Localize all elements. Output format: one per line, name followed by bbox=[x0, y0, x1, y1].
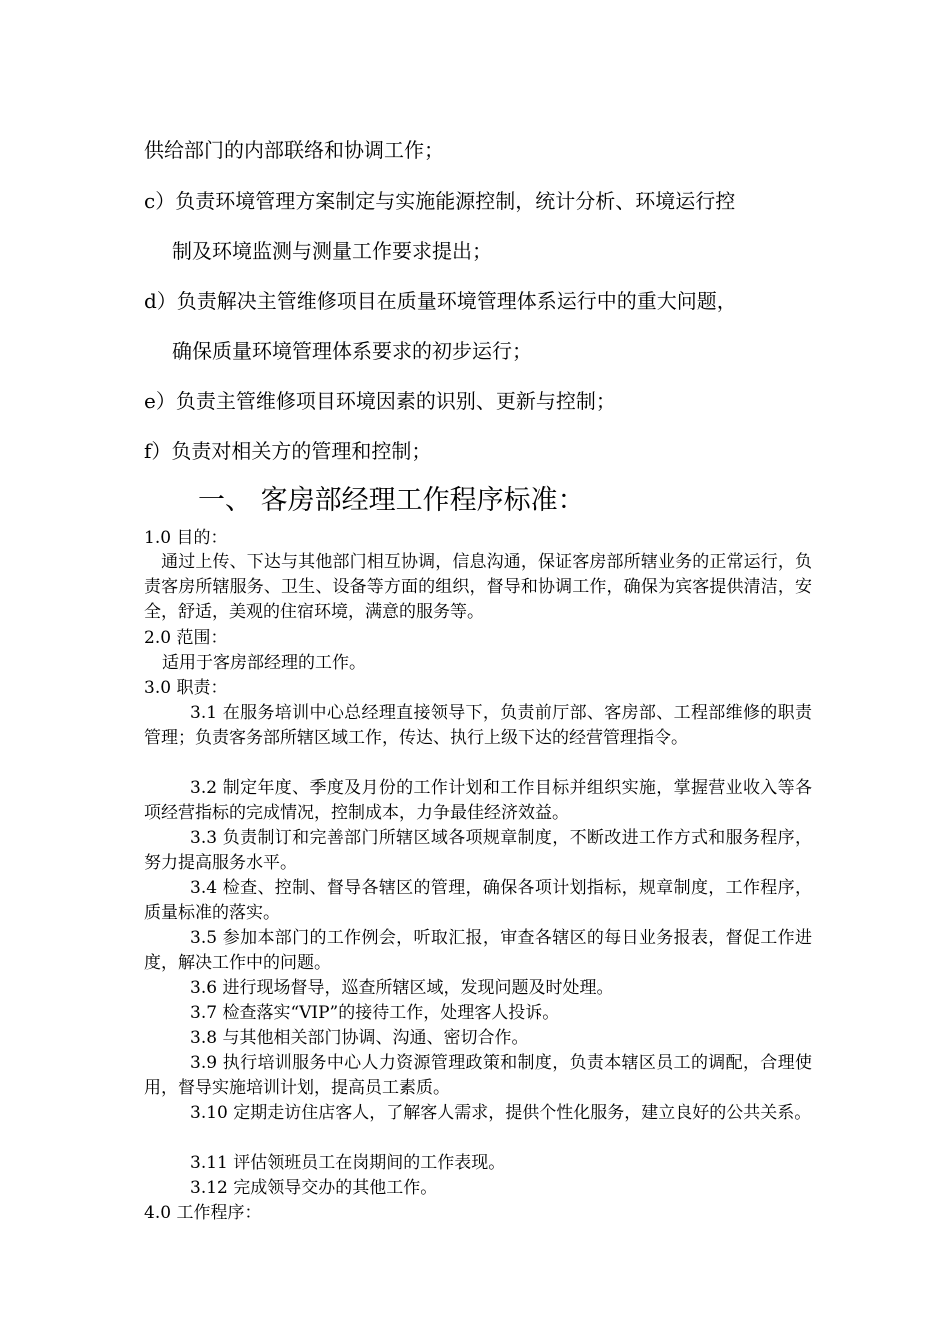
duty-3-2: 3.2 制定年度、季度及月份的工作计划和工作目标并组织实施，掌握营业收入等各项经营指标的完成情况，控制成本，力争最佳经济效益。 bbox=[144, 778, 812, 823]
section-3-heading: 3.0 职责： bbox=[144, 678, 228, 698]
item-c-line-2: 制及环境监测与测量工作要求提出； bbox=[172, 239, 492, 263]
item-d-line-2: 确保质量环境管理体系要求的初步运行； bbox=[172, 339, 532, 363]
section-1-heading: 1.0 目的： bbox=[144, 528, 228, 548]
duty-3-1: 3.1 在服务培训中心总经理直接领导下，负责前厅部、客房部、工程部维修的职责管理；负责客务部所辖区域工作，传达、执行上级下达的经营管理指令。 bbox=[144, 703, 812, 748]
section-title: 一、 客房部经理工作程序标准： bbox=[198, 485, 585, 516]
item-f: f）负责对相关方的管理和控制； bbox=[144, 439, 432, 463]
item-c-line-1: c）负责环境管理方案制定与实施能源控制，统计分析、环境运行控 bbox=[144, 189, 736, 213]
duty-3-8: 3.8 与其他相关部门协调、沟通、密切合作。 bbox=[190, 1028, 529, 1048]
duty-3-6: 3.6 进行现场督导，巡查所辖区域，发现问题及时处理。 bbox=[190, 978, 614, 998]
upper-line-1: 供给部门的内部联络和协调工作； bbox=[144, 138, 444, 162]
section-2-heading: 2.0 范围： bbox=[144, 628, 228, 648]
item-d-line-1: d）负责解决主管维修项目在质量环境管理体系运行中的重大问题， bbox=[144, 289, 737, 313]
duty-3-4: 3.4 检查、控制、督导各辖区的管理，确保各项计划指标，规章制度，工作程序，质量标准的落实。 bbox=[144, 878, 812, 923]
item-e: e）负责主管维修项目环境因素的识别、更新与控制； bbox=[144, 389, 616, 413]
duty-3-11: 3.11 评估领班员工在岗期间的工作表现。 bbox=[190, 1153, 506, 1173]
duty-3-7: 3.7 检查落实“VIP”的接待工作，处理客人投诉。 bbox=[190, 1003, 560, 1023]
section-4-heading: 4.0 工作程序： bbox=[144, 1203, 262, 1223]
section-2-body: 适用于客房部经理的工作。 bbox=[162, 653, 366, 673]
duty-3-12: 3.12 完成领导交办的其他工作。 bbox=[190, 1178, 438, 1198]
duty-3-5: 3.5 参加本部门的工作例会，听取汇报，审查各辖区的每日业务报表，督促工作进度，解决工作中的问题。 bbox=[144, 928, 812, 973]
section-1-body: 通过上传、下达与其他部门相互协调，信息沟通，保证客房部所辖业务的正常运行，负责客房所辖服务、卫生、设备等方面的组织，督导和协调工作，确保为宾客提供清洁，安全，舒适，美观的住宿环境，满意的服务等。 bbox=[144, 552, 812, 622]
duty-3-3: 3.3 负责制订和完善部门所辖区域各项规章制度，不断改进工作方式和服务程序，努力提高服务水平。 bbox=[144, 828, 812, 873]
duty-3-9: 3.9 执行培训服务中心人力资源管理政策和制度，负责本辖区员工的调配，合理使用，督导实施培训计划，提高员工素质。 bbox=[144, 1053, 812, 1098]
duty-3-10: 3.10 定期走访住店客人，了解客人需求，提供个性化服务，建立良好的公共关系。 bbox=[190, 1103, 812, 1123]
